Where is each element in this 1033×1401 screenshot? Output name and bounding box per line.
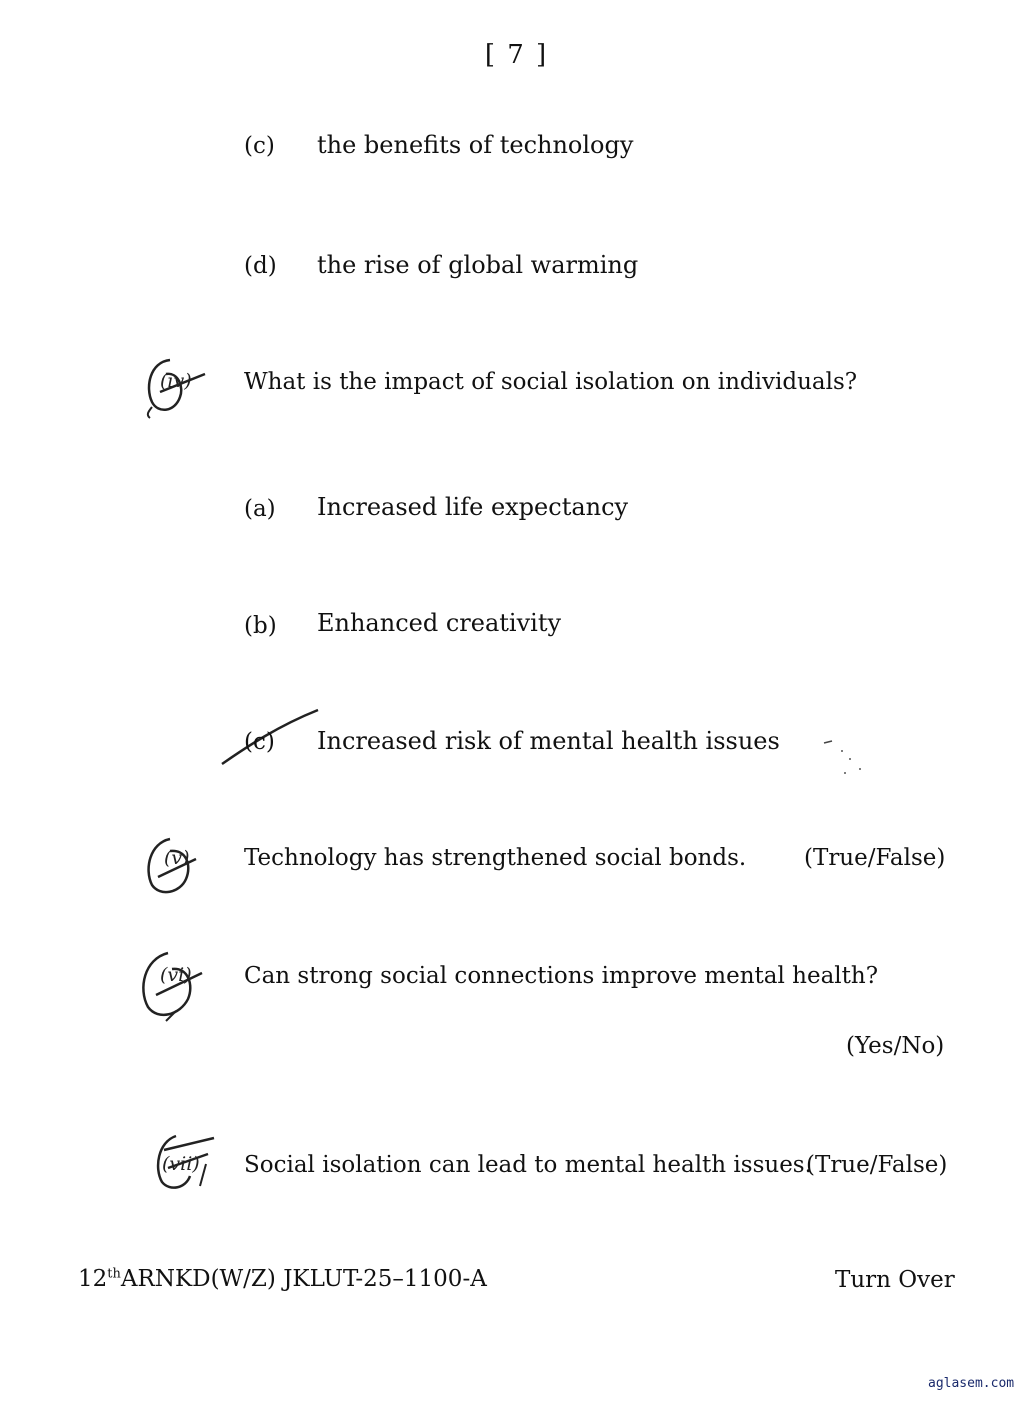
question-iv-number: (iv) xyxy=(160,370,192,392)
stray-specks xyxy=(820,735,870,780)
option-iv-c-label: (c) xyxy=(244,729,275,755)
question-vii-text: Social isolation can lead to mental health issues. xyxy=(244,1152,812,1178)
paper-code-prefix: 12 xyxy=(78,1266,108,1292)
question-vi-text: Can strong social connections improve mental health? xyxy=(244,963,879,989)
question-vi-number: (vi) xyxy=(160,964,192,986)
question-v-text: Technology has strengthened social bonds. xyxy=(244,845,747,871)
question-vii-number: (vii) xyxy=(162,1153,200,1175)
question-vi-answer-type: (Yes/No) xyxy=(846,1033,945,1059)
option-iv-c-text: Increased risk of mental health issues xyxy=(317,727,780,755)
option-c-label: (c) xyxy=(244,133,275,159)
question-vii-answer-type: (True/False) xyxy=(806,1152,948,1178)
option-d-text: the rise of global warming xyxy=(317,251,639,279)
paper-code-sup: th xyxy=(107,1266,121,1282)
option-b-label: (b) xyxy=(244,613,277,639)
page-number: [ 7 ] xyxy=(484,40,549,70)
option-c-text: the benefits of technology xyxy=(317,131,634,159)
question-v-number: (v) xyxy=(164,847,190,869)
option-a-text: Increased life expectancy xyxy=(317,493,629,521)
watermark: aglasem.com xyxy=(928,1376,1015,1391)
paper-code xyxy=(78,1266,487,1292)
question-iv-text: What is the impact of social isolation on individuals? xyxy=(244,369,858,395)
option-a-label: (a) xyxy=(244,496,276,522)
question-v-answer-type: (True/False) xyxy=(804,845,946,871)
option-b-text: Enhanced creativity xyxy=(317,609,562,637)
paper-code-rest: ARNKD(W/Z) JKLUT-25–1100-A xyxy=(120,1266,487,1292)
option-d-label: (d) xyxy=(244,253,277,279)
turn-over: Turn Over xyxy=(835,1267,955,1293)
